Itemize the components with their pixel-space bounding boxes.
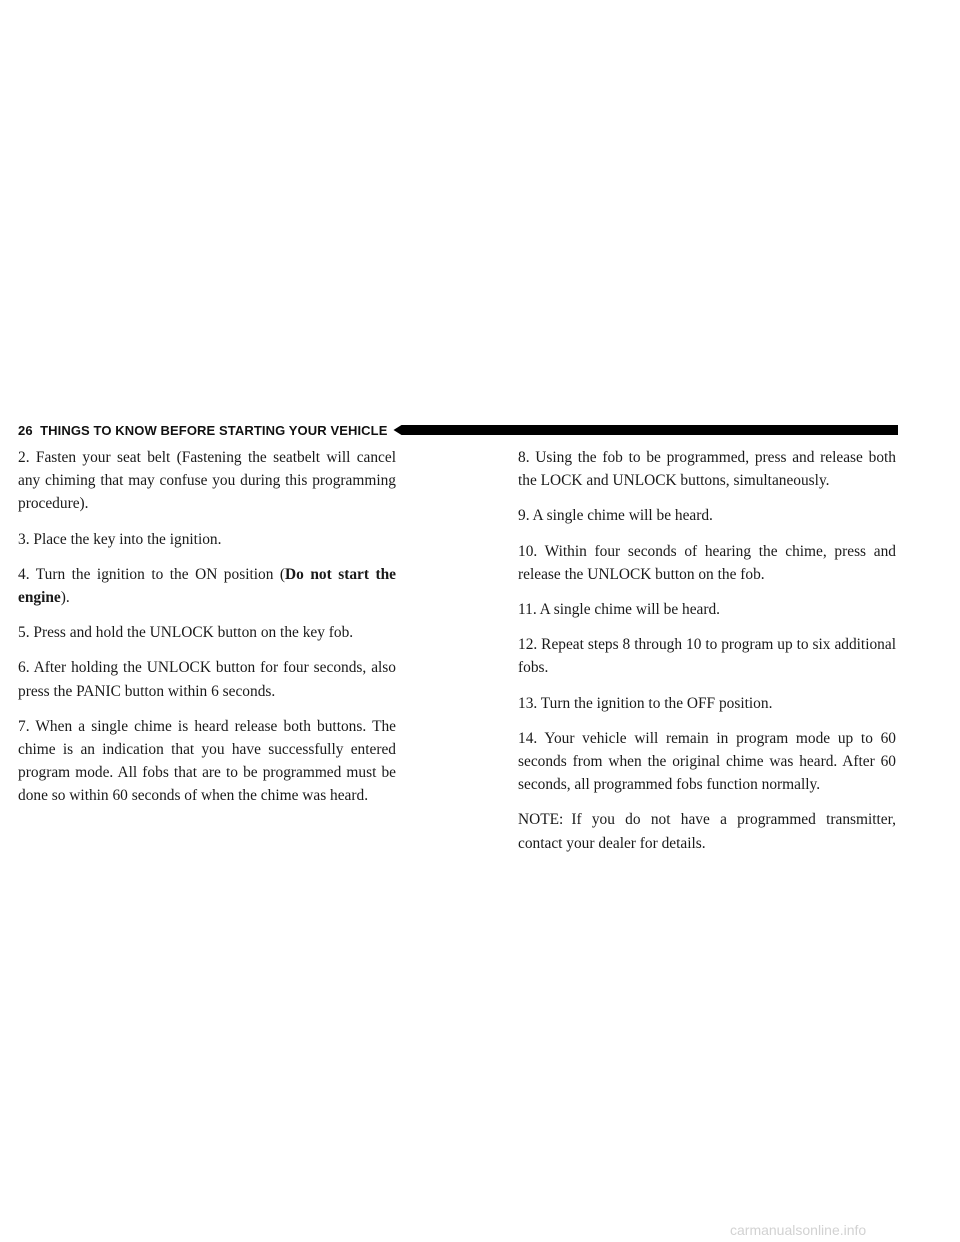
step-6: 6. After holding the UNLOCK button for four seconds, also press the PANIC button within 6 seconds. [18,659,396,700]
step-8: 8. Using the fob to be programmed, press and release both the LOCK and UNLOCK buttons, simultaneously. [518,449,896,490]
step-13: 13. Turn the ignition to the OFF position. [518,694,773,712]
note-label: NOTE: [518,811,564,829]
step-10: 10. Within four seconds of hearing the chime, press and release the UNLOCK button on the fob. [518,542,896,583]
right-column [518,446,896,867]
step-14: 14. Your vehicle will remain in program mode up to 60 seconds from when the original chime was heard. After 60 seconds, all programmed fobs function normally. [518,729,896,794]
header-rule [393,425,898,435]
section-title: THINGS TO KNOW BEFORE STARTING YOUR VEHICLE [40,422,388,438]
step-2: 2. Fasten your seat belt (Fastening the seatbelt will cancel any chiming that may confuse you during this programming procedure). [18,449,396,513]
step-11: 11. A single chime will be heard. [518,601,721,619]
step-4-text: 4. Turn the ignition to the ON position ( [18,565,286,583]
page-number: 26 [18,422,33,438]
step-5: 5. Press and hold the UNLOCK button on the key fob. [18,624,354,642]
step-4-close: ). [60,589,70,607]
step-4 [18,563,396,609]
note [518,808,896,854]
step-7: 7. When a single chime is heard release both buttons. The chime is an indication that you have successfully entered program mode. All fobs that are to be programmed must be done so within 60 seconds of when the chime was heard. [18,717,396,805]
header-title [18,423,387,438]
step-3: 3. Place the key into the ignition. [18,530,222,548]
watermark: carmanualsonline.info [730,1222,867,1238]
left-column [18,446,396,820]
page-header [18,420,898,440]
step-9: 9. A single chime will be heard. [518,507,713,525]
note-text: If you do not have a programmed transmitter, contact your dealer for details. [518,811,896,852]
step-4-warning: Do not start the engine [18,565,396,607]
step-12: 12. Repeat steps 8 through 10 to program up to six additional fobs. [518,636,896,677]
